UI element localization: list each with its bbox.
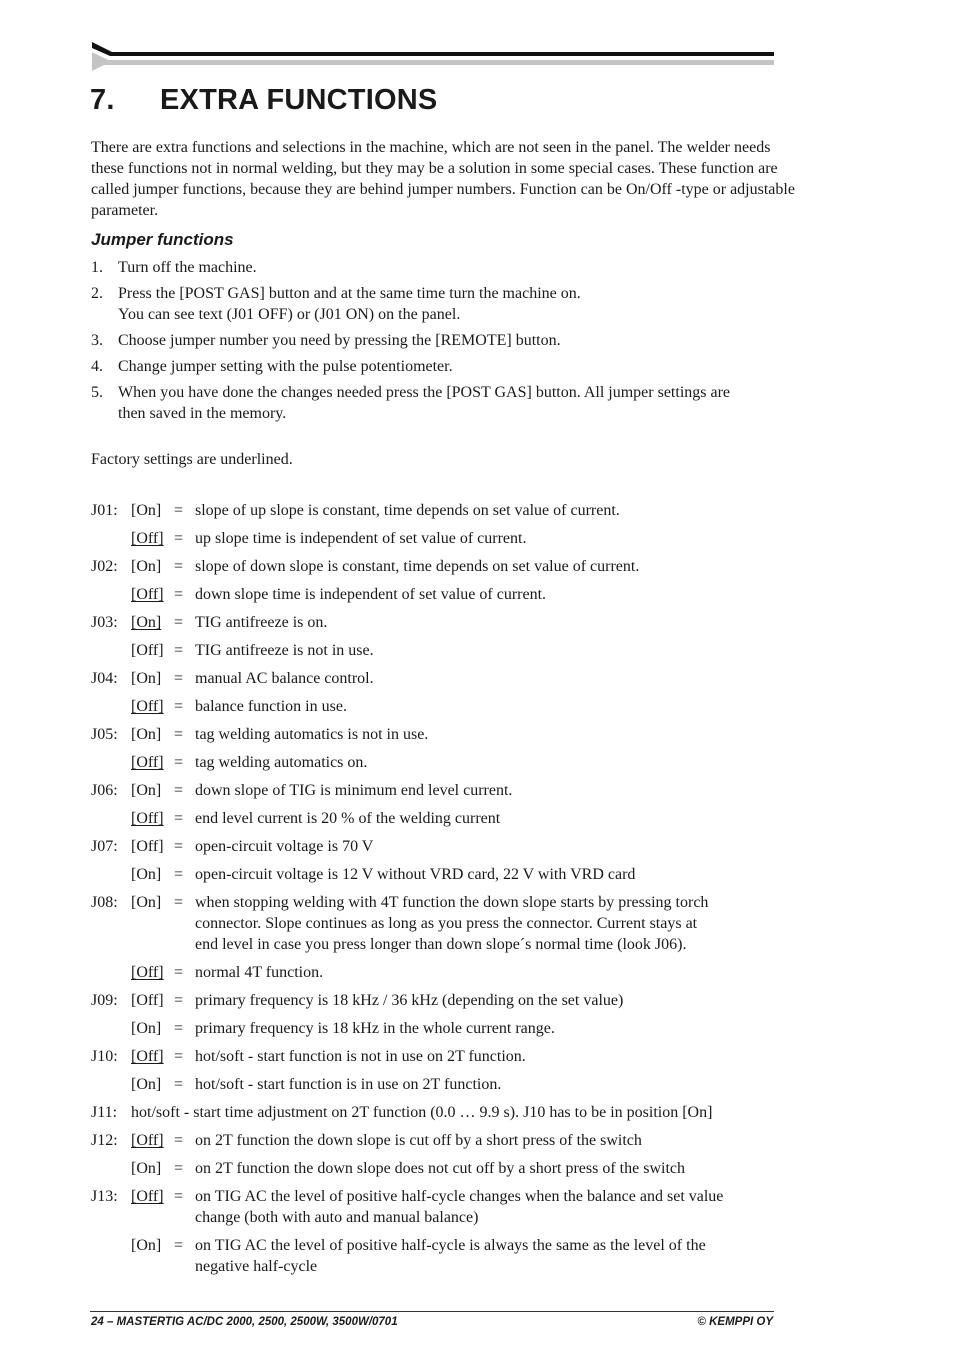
factory-setting-value: [Off]	[131, 698, 164, 715]
description-line: manual AC balance control.	[195, 670, 374, 687]
description-line: on TIG AC the level of positive half-cycle changes when the balance and set value	[195, 1188, 724, 1205]
jumper-row	[91, 500, 803, 521]
equals-sign: =	[174, 698, 184, 715]
jumper-row	[91, 668, 803, 689]
header-decoration	[90, 42, 774, 74]
factory-setting-value: [On]	[131, 614, 162, 631]
equals-sign: =	[174, 1132, 184, 1149]
setting-value: [On]	[131, 1020, 162, 1037]
jumper-description	[195, 1235, 803, 1277]
jumper-code: J11:	[91, 1104, 118, 1121]
description-line: tag welding automatics is not in use.	[195, 726, 429, 743]
jumper-description	[195, 1074, 803, 1095]
equals-sign: =	[174, 866, 184, 883]
jumper-description	[195, 640, 803, 661]
jumper-row	[91, 864, 803, 885]
step-text: Change jumper setting with the pulse potentiometer.	[118, 358, 453, 375]
description-line: tag welding automatics on.	[195, 754, 368, 771]
equals-sign: =	[174, 1048, 184, 1065]
jumper-row	[91, 1018, 803, 1039]
description-line: on TIG AC the level of positive half-cycle is always the same as the level of the	[195, 1237, 706, 1254]
jumper-description	[195, 556, 803, 577]
jumper-row	[91, 962, 803, 983]
description-line: hot/soft - start function is in use on 2T function.	[195, 1076, 502, 1093]
jumper-row	[91, 780, 803, 801]
setting-value: [On]	[131, 866, 162, 883]
equals-sign: =	[174, 838, 184, 855]
intro-paragraph: There are extra functions and selections in the machine, which are not seen in the panel. The welder needs these functions not in normal welding, but they may be a solution in some special cases. These function are called jumper functions, because they are behind jumper numbers. Function can be On/Off -type or adjustable parameter.	[91, 139, 795, 219]
step-text: then saved in the memory.	[118, 405, 287, 422]
description-line: open-circuit voltage is 12 V without VRD card, 22 V with VRD card	[195, 866, 636, 883]
equals-sign: =	[174, 530, 184, 547]
page-title	[90, 84, 437, 117]
description-line: TIG antifreeze is not in use.	[195, 642, 374, 659]
footer-copyright: © KEMPPI OY	[697, 1316, 773, 1328]
description-line: down slope of TIG is minimum end level current.	[195, 782, 513, 799]
setting-value: [Off]	[131, 642, 164, 659]
factory-setting-value: [Off]	[131, 754, 164, 771]
jumper-description	[195, 584, 803, 605]
jumper-row	[91, 1158, 803, 1179]
setting-value: [On]	[131, 502, 162, 519]
setting-value: [On]	[131, 1237, 162, 1254]
jumper-description	[195, 892, 803, 955]
equals-sign: =	[174, 810, 184, 827]
jumper-code: J09:	[91, 992, 118, 1009]
description-line: primary frequency is 18 kHz / 36 kHz (depending on the set value)	[195, 992, 624, 1009]
jumper-description	[195, 962, 803, 983]
description-line: end level current is 20 % of the welding current	[195, 810, 501, 827]
equals-sign: =	[174, 642, 184, 659]
description-line: on 2T function the down slope does not cut off by a short press of the switch	[195, 1160, 685, 1177]
jumper-description	[195, 528, 803, 549]
jumper-code: J08:	[91, 894, 118, 911]
setting-value: [Off]	[131, 838, 164, 855]
jumper-code: J01:	[91, 502, 118, 519]
jumper-row	[91, 612, 803, 633]
jumper-description	[195, 1158, 803, 1179]
jumper-row	[91, 724, 803, 745]
setting-value: [On]	[131, 1160, 162, 1177]
procedure-step	[91, 283, 803, 325]
factory-setting-value: [Off]	[131, 530, 164, 547]
description-line: when stopping welding with 4T function the down slope starts by pressing torch	[195, 894, 709, 911]
jumper-description	[195, 668, 803, 689]
step-number: 3.	[91, 332, 103, 349]
step-number: 5.	[91, 384, 103, 401]
description-line: normal 4T function.	[195, 964, 324, 981]
jumper-row	[91, 1186, 803, 1228]
description-line: balance function in use.	[195, 698, 347, 715]
step-text: You can see text (J01 OFF) or (J01 ON) on the panel.	[118, 306, 461, 323]
step-number: 2.	[91, 285, 103, 302]
factory-setting-value: [Off]	[131, 1188, 164, 1205]
section-number: 7.	[90, 84, 115, 116]
jumper-list	[91, 500, 803, 1284]
description-line: TIG antifreeze is on.	[195, 614, 328, 631]
jumper-code: J02:	[91, 558, 118, 575]
procedure-step	[91, 330, 803, 351]
description-line: down slope time is independent of set value of current.	[195, 586, 547, 603]
equals-sign: =	[174, 782, 184, 799]
description-line: end level in case you press longer than down slope´s normal time (look J06).	[195, 936, 687, 953]
jumper-code: J06:	[91, 782, 118, 799]
jumper-description	[195, 836, 803, 857]
jumper-row	[91, 584, 803, 605]
description-line: up slope time is independent of set value of current.	[195, 530, 527, 547]
jumper-code: J13:	[91, 1188, 118, 1205]
description-line: primary frequency is 18 kHz in the whole current range.	[195, 1020, 555, 1037]
equals-sign: =	[174, 1237, 184, 1254]
jumper-description	[195, 500, 803, 521]
factory-settings-note: Factory settings are underlined.	[91, 451, 293, 468]
jumper-row	[91, 1235, 803, 1277]
jumper-description	[195, 696, 803, 717]
procedure-step	[91, 382, 803, 424]
factory-setting-value: [Off]	[131, 964, 164, 981]
equals-sign: =	[174, 1160, 184, 1177]
setting-value: [On]	[131, 726, 162, 743]
footer-divider	[90, 1311, 774, 1312]
factory-setting-value: [Off]	[131, 1048, 164, 1065]
jumper-description	[195, 1186, 803, 1228]
equals-sign: =	[174, 894, 184, 911]
jumper-description	[195, 1130, 803, 1151]
description-line: slope of down slope is constant, time depends on set value of current.	[195, 558, 640, 575]
step-number: 4.	[91, 358, 103, 375]
jumper-code: J07:	[91, 838, 118, 855]
step-text: Turn off the machine.	[118, 259, 257, 276]
jumper-row	[91, 528, 803, 549]
description-line: on 2T function the down slope is cut off by a short press of the switch	[195, 1132, 642, 1149]
jumper-row	[91, 1130, 803, 1151]
setting-value: [On]	[131, 670, 162, 687]
equals-sign: =	[174, 964, 184, 981]
jumper-row	[91, 1102, 803, 1123]
jumper-code: J12:	[91, 1132, 118, 1149]
jumper-description: hot/soft - start time adjustment on 2T function (0.0 … 9.9 s). J10 has to be in position [On]	[131, 1104, 713, 1121]
description-line: change (both with auto and manual balance)	[195, 1209, 479, 1226]
equals-sign: =	[174, 586, 184, 603]
jumper-description	[195, 864, 803, 885]
equals-sign: =	[174, 1020, 184, 1037]
jumper-description	[195, 752, 803, 773]
jumper-row	[91, 1074, 803, 1095]
section-title: EXTRA FUNCTIONS	[160, 84, 438, 116]
step-text: Choose jumper number you need by pressing the [REMOTE] button.	[118, 332, 561, 349]
jumper-row	[91, 1046, 803, 1067]
equals-sign: =	[174, 754, 184, 771]
equals-sign: =	[174, 558, 184, 575]
jumper-row	[91, 696, 803, 717]
jumper-row	[91, 990, 803, 1011]
description-line: hot/soft - start function is not in use on 2T function.	[195, 1048, 526, 1065]
setting-value: [On]	[131, 782, 162, 799]
equals-sign: =	[174, 502, 184, 519]
footer-document-info: 24 – MASTERTIG AC/DC 2000, 2500, 2500W, 3500W/0701	[91, 1316, 398, 1328]
factory-setting-value: [Off]	[131, 1132, 164, 1149]
description-line: slope of up slope is constant, time depends on set value of current.	[195, 502, 620, 519]
jumper-code: J10:	[91, 1048, 118, 1065]
setting-value: [Off]	[131, 992, 164, 1009]
step-number: 1.	[91, 259, 103, 276]
equals-sign: =	[174, 1076, 184, 1093]
jumper-code: J04:	[91, 670, 118, 687]
jumper-description	[195, 990, 803, 1011]
jumper-description	[195, 1046, 803, 1067]
setting-value: [On]	[131, 558, 162, 575]
jumper-row	[91, 808, 803, 829]
jumper-row	[91, 640, 803, 661]
jumper-code: J03:	[91, 614, 118, 631]
equals-sign: =	[174, 670, 184, 687]
jumper-description	[195, 612, 803, 633]
jumper-description	[195, 724, 803, 745]
description-line: negative half-cycle	[195, 1258, 318, 1275]
jumper-row	[91, 556, 803, 577]
procedure-step	[91, 356, 803, 377]
equals-sign: =	[174, 992, 184, 1009]
description-line: connector. Slope continues as long as you press the connector. Current stays at	[195, 915, 698, 932]
equals-sign: =	[174, 614, 184, 631]
factory-setting-value: [Off]	[131, 810, 164, 827]
procedure-step	[91, 257, 803, 278]
jumper-description	[195, 1018, 803, 1039]
setting-value: [On]	[131, 1076, 162, 1093]
jumper-row	[91, 752, 803, 773]
description-line: open-circuit voltage is 70 V	[195, 838, 374, 855]
jumper-description	[195, 808, 803, 829]
factory-setting-value: [Off]	[131, 586, 164, 603]
jumper-functions-heading: Jumper functions	[91, 230, 234, 249]
setting-value: [On]	[131, 894, 162, 911]
jumper-description	[195, 780, 803, 801]
equals-sign: =	[174, 726, 184, 743]
step-text: Press the [POST GAS] button and at the same time turn the machine on.	[118, 285, 581, 302]
jumper-code: J05:	[91, 726, 118, 743]
step-text: When you have done the changes needed press the [POST GAS] button. All jumper settings are	[118, 384, 731, 401]
equals-sign: =	[174, 1188, 184, 1205]
jumper-row	[91, 892, 803, 955]
procedure-steps	[91, 257, 803, 429]
jumper-row	[91, 836, 803, 857]
